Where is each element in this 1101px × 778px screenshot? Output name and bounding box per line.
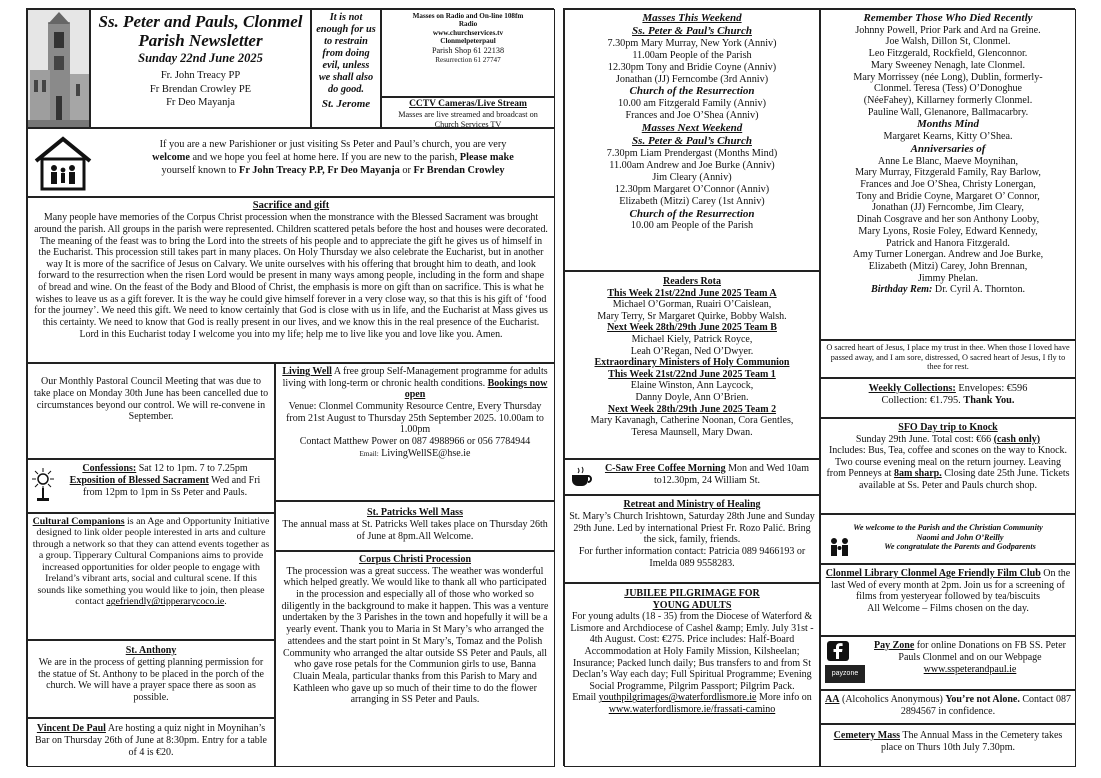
cctv-title: CCTV Cameras/Live Stream: [409, 99, 527, 109]
cemetery-title: Cemetery Mass: [833, 730, 901, 741]
please-make: Please make: [459, 151, 514, 163]
livingwell-text1: A free group Self-Management programme for adults living with long-term or chronic health conditions.: [282, 366, 548, 389]
masses-title: Masses This Weekend: [642, 12, 742, 24]
deceased-line: Pauline Wall, Glenanore, Ballmacarbry.: [867, 106, 1029, 118]
parish-website-link[interactable]: www.sspeterandpaul.ie: [923, 663, 1017, 675]
jubilee-more: More info on: [756, 692, 812, 704]
mass-line: Frances and Joe O’Shea (Anniv): [625, 110, 759, 122]
aa-title: AA: [825, 694, 840, 705]
birthday-label: Birthday Rem:: [870, 284, 933, 296]
months-mind-line: Margaret Kearns, Kitty O’Shea.: [883, 131, 1013, 143]
radio-line: Masses on Radio and On-line 108fm Radio: [412, 12, 524, 29]
cultural-end: .: [224, 596, 227, 608]
anniversary-line: Tony and Bridie Coyne, Margaret O’ Connor,: [856, 190, 1040, 202]
anniversary-line: Jonathan (JJ) Ferncombe, Jim Cleary,: [872, 202, 1024, 214]
library-film-club-box: [820, 564, 1076, 636]
house-family-icon: [32, 135, 94, 191]
csaw-text: Mon and Wed 10am to12.30pm, 24 William St.: [653, 463, 810, 486]
payzone-box: [820, 636, 1076, 690]
csaw-title: C-Saw Free Coffee Morning: [604, 463, 726, 474]
quote-box: [311, 9, 381, 128]
sacred-heart-prayer: [820, 340, 1076, 378]
sacrifice-prayer: Lord in this Eucharist today I welcome you into my life; help me to live like you and love like you. Amen.: [79, 328, 503, 340]
cultural-title: Cultural Companions: [32, 516, 125, 527]
masses-next-church: Ss. Peter & Paul’s Church: [632, 135, 752, 148]
minister-line: Elaine Winston, Ann Laycock,: [630, 380, 754, 392]
baptism-names: Naomi and John O’Reilly: [916, 532, 1004, 542]
cemetery-text: The Annual Mass in the Cemetery takes place on Thurs 10th July 7.30pm.: [881, 730, 1063, 753]
sacrifice-title: Sacrifice and gift: [252, 200, 330, 211]
mass-line: Elizabeth (Mitzi) Carey (1st Anniv): [619, 195, 765, 207]
mass-line: 7.30pm Liam Prendergast (Months Mind): [606, 147, 778, 159]
jubilee-email-link[interactable]: youthpilgrimages@waterfordlismore.ie: [598, 692, 757, 704]
deceased-line: Mary Sweeney Nenagh, late Clonmel.: [870, 59, 1026, 71]
newsletter-title: Parish Newsletter: [138, 30, 263, 50]
weekly-collections-box: [820, 378, 1076, 418]
mass-line: Jonathan (JJ) Ferncombe (3rd Anniv): [615, 73, 769, 85]
sfo-cash-only: (cash only): [993, 433, 1041, 445]
minister-line: Teresa Maunsell, Mary Dwan.: [631, 426, 753, 438]
library-welcome: All Welcome – Films chosen on the day.: [867, 602, 1029, 614]
library-text: On the last Wed of every month at 2pm. Join us for a screening of films from yesteryear followed by tea/biscuits: [831, 568, 1071, 603]
reader-line: Leah O’Regan, Ned O’Dwyer.: [630, 345, 754, 357]
anthony-text: We are in the process of getting planning permission for the statue of St. Anthony to be placed in the porch of the church. We will have a prayer space there as soon as possible.: [38, 656, 264, 704]
retreat-text: St. Mary’s Church Irishtown, Saturday 28th June and Sunday 29th June. Led by international Priest Fr. Rozo Palić. Bring the sick, family, friends.: [569, 510, 815, 546]
livingwell-email-label: Email:: [359, 449, 379, 458]
welcome-word: welcome: [152, 151, 190, 163]
contact-box: [381, 9, 555, 97]
sfo-includes: Includes: Bus, Tea, coffee and scones on the way to Knock. Two course evening meal on the return journey. Leaving from Penneys at: [826, 445, 1068, 479]
family-icon: [829, 537, 851, 557]
months-mind-title: Months Mind: [916, 118, 980, 131]
mass-line: Jim Cleary (Anniv): [652, 171, 732, 183]
mass-line: 10.00 am Fitzgerald Family (Anniv): [618, 98, 766, 110]
readers-week2: Next Week 28th/29th June 2025 Team B: [607, 322, 777, 334]
anniversary-line: Frances and Joe O’Shea, Christy Lonergan,: [860, 178, 1036, 190]
patricks-title: St. Patricks Well Mass: [367, 507, 463, 518]
coffee-cup-icon: [570, 466, 594, 488]
council-text: Our Monthly Pastoral Council Meeting that was due to take place on Monday 30th June has been cancelled due to circumstances beyond our control. We will re-convene in September.: [33, 376, 269, 423]
pastoral-council-notice: [27, 363, 275, 459]
right-page: [563, 8, 1075, 766]
resurrection-phone: Resurrection 61 27747: [435, 55, 501, 64]
collections-title: Weekly Collections:: [868, 383, 956, 394]
deceased-line: Johnny Powell, Prior Park and Ard na Greine.: [855, 24, 1041, 36]
church-tower-icon: [28, 10, 90, 128]
quote-text: It is not enough for us to restrain from doing evil, unless we shall also do good.: [316, 12, 376, 95]
vincent-de-paul-box: [27, 718, 275, 767]
library-title: Clonmel Library Clonmel Age Friendly Film Club: [825, 568, 1041, 579]
mass-line: 7.30pm Mary Murray, New York (Anniv): [607, 37, 777, 49]
remember-box: [820, 9, 1076, 340]
cultural-email-link[interactable]: agefriendly@tipperarycoco.ie: [106, 596, 225, 608]
collections-envelopes: Envelopes: €596: [955, 383, 1028, 394]
ministers-week2: Next Week 28th/29th June 2025 Team 2: [607, 403, 777, 415]
deceased-line: Joe Walsh, Dillon St, Clonmel.: [885, 36, 1011, 48]
masses-next-resurrection: Church of the Resurrection: [629, 207, 755, 220]
mass-line: 11.00am People of the Parish: [632, 49, 752, 61]
sacrifice-body: Many people have memories of the Corpus Christ procession when the monstrance with the Blessed Sacrament was brought around the parish. All groups in the parish were represented. Children scattered petals before the host and houses were decorated. The meaning of the feast was to bring the Lord into the streets of his people and to appreciate the gift he gives us of himself in the Eucharist. This procession still takes part in many places. On Holy Thursday we also celebrate the Eucharist, but in another way It is more of the sacrifice of Jesus on Calvary. We unite ourselves with his offering that brought him to death, and look forward to the resurrection when the risen Lord would be present in many ways among people, including in the form and shape of bread and wine. On the feast of the Body and Blood of Christ, the emphasis is more on gift than on sacrifice. This is what he wishes to leave us as a gift forever. It is the way he could give himself forever in a very close way, so that this is his gift of ‘food for the journey’. We need this gift. We need to know certainly that God is close with us in life, and the Eucharist at Mass gives us this certainty. We need to know that God is really present in our lives, and we know this in the real presence of the Eucharist.: [34, 212, 548, 329]
corpus-text: The procession was a great success. The weather was wonderful which helped greatly. We would like to thank all who participated in the procession and especially all of those who worked so diligently in the background to make it happen. This was a venture undertaken by the 3 Parishes in the town and hopefully it will be a yearly event. Thank you to Maria in St Mary’s who arranged the attendees and the start point in St Mary’s, Tomaz and the Polish Community who arranged the altar outside SS Peter and Pauls, all who gave rose petals for the Communion girls to use, Banna Cluain Meala, particular thanks from this Parish to Mary and Kathleen who gave up so much of their time to do the flower arranging in SS Peter and Pauls.: [281, 565, 549, 706]
sfo-closing: Closing date 25th June. Tickets available at Ss. Peter and Pauls church shop.: [858, 468, 1070, 491]
mass-line: 11.00am Andrew and Joe Burke (Anniv): [609, 159, 775, 171]
aa-box: [820, 690, 1076, 724]
reader-line: Mary Terry, Sr Margaret Quirke, Bobby Walsh.: [597, 310, 787, 322]
cctv-text: Masses are live streamed and broadcast on Church Services TV: [398, 110, 538, 128]
baptism-congrats: We congratulate the Parents and Godparents: [884, 542, 1036, 552]
parish-title: Ss. Peter and Pauls, Clonmel: [98, 12, 303, 31]
collections-thanks: Thank You.: [963, 395, 1015, 407]
confessions-box: [27, 459, 275, 513]
corpus-title: Corpus Christi Procession: [358, 554, 472, 565]
exposition-times: Wed and Fri from 12pm to 1pm in Ss Peter and Pauls.: [82, 474, 261, 498]
reader-line: Michael Kiely, Patrick Royce,: [631, 333, 753, 345]
payzone-title: Pay Zone: [874, 640, 915, 651]
newsletter-header: [90, 9, 311, 128]
ministers-week1: This Week 21st/22nd June 2025 Team 1: [608, 368, 776, 380]
welcome-box: [27, 128, 555, 197]
vincent-title: Vincent De Paul: [36, 723, 106, 734]
website-line: www.churchservices.tv: [432, 28, 504, 37]
heart-prayer-text: O sacred heart of Jesus, I place my trust in thee. When those I loved have passed away, and I am sore, distressed, O sacred heart of Jesus, I fly to thee for rest.: [826, 343, 1070, 372]
retreat-box: [564, 495, 820, 583]
corpus-christi-box: [275, 551, 555, 767]
welcome-priests: Fr John Treacy P.P, Fr Deo Mayanja: [239, 164, 400, 176]
priest-2: Fr Brendan Crowley PE: [149, 83, 252, 95]
readers-week1: This Week 21st/22nd June 2025 Team A: [607, 287, 777, 299]
payzone-badge: payzone: [825, 665, 865, 683]
patricks-text: The annual mass at St. Patricks Well takes place on Thursday 26th of June at 8pm.All Welcome.: [282, 518, 548, 542]
payzone-text: for online Donations on FB SS. Peter Pauls Clonmel and on our Webpage: [898, 640, 1066, 663]
quote-author: St. Jerome: [321, 97, 371, 110]
confessions-label: Confessions:: [82, 463, 137, 474]
living-well-box: [275, 363, 555, 501]
csaw-box: [564, 459, 820, 495]
newsletter-date: Sunday 22nd June 2025: [138, 51, 263, 66]
masses-resurrection: Church of the Resurrection: [629, 85, 755, 98]
anniversaries-title: Anniversaries of: [910, 142, 986, 155]
vincent-text: Are hosting a quiz night in Moynihan’s Bar on Thursday 26th of June at 8:30pm. Entry for a table of 4 is €20.: [35, 723, 267, 758]
livingwell-venue: Venue: Clonmel Community Resource Centre, Every Thursday from 21st August to Thursday 25th September 2025. 10.00am to 1.00pm: [286, 401, 544, 436]
handle-line: Clonmelpeterpaul: [440, 37, 496, 46]
anniversary-line: Elizabeth (Mitzi) Carey, John Brennan,: [868, 260, 1028, 272]
minister-line: Danny Doyle, Ann O’Brien.: [635, 391, 749, 403]
jubilee-text: For young adults (18 - 35) from the Diocese of Waterford & Lismore and Archdiocese of Cashel &amp; Emly. July 31st - 4th August. Cost: €275. Price includes: Half-Board Accommodation at Holy Family Mission, Kilsheelan; Insurance; Packed lunch daily; Bus transfers to and from St Declan’s Way each day; Full Spiritual Programme; Evening Social Programme, Pilgrim Passport; Pilgrim Pack.: [570, 611, 814, 692]
anniversary-line: Anne Le Blanc, Maeve Moynihan,: [877, 155, 1019, 167]
welcome-priest-last: Fr Brendan Crowley: [413, 164, 505, 176]
deceased-line: (NéeFahey), Killarney formerly Clonmel.: [863, 94, 1033, 106]
cemetery-mass-box: [820, 724, 1076, 767]
baptism-welcome-box: [820, 514, 1076, 564]
deceased-line: Leo Fitzgerald, Rockfield, Glenconnor.: [868, 48, 1028, 60]
jubilee-pilgrimage-box: [564, 583, 820, 767]
collections-amount: Collection: €1.795.: [881, 395, 964, 407]
priest-1: Fr. John Treacy PP: [160, 70, 241, 82]
deceased-line: Clonmel. Teresa (Tess) O’Donoghue: [873, 83, 1023, 95]
baptism-line-1: We welcome to the Parish and the Christian Community: [853, 523, 1043, 532]
exposition-label: Exposition of Blessed Sacrament: [69, 474, 209, 486]
anniversary-line: Mary Lyons, Rosie Foley, Edward Kennedy,: [858, 225, 1038, 237]
left-page: [26, 8, 554, 766]
cultural-text: is an Age and Opportunity Initiative designed to link older people interested in arts and culture through a network so that they can attend events together as a group. Tipperary Cultural Companions aims to provide increased opportunities for older people to engage with Ireland’s vibrant arts, social and cultural scene. If this sounds like something you would like to join, then please contact: [32, 516, 270, 608]
remember-title: Remember Those Who Died Recently: [863, 12, 1033, 24]
st-anthony-box: [27, 640, 275, 718]
deceased-line: Mary Morrissey (née Long), Dublin, formerly-: [853, 71, 1043, 83]
welcome-line-1: If you are a new Parishioner or just visiting Ss Peter and Paul’s church, you are very: [159, 139, 507, 150]
sacrifice-gift-article: [27, 197, 555, 363]
sfo-title: SFO Day trip to Knock: [898, 422, 998, 433]
cultural-companions-box: [27, 513, 275, 640]
reader-line: Michael O’Gorman, Ruairi O’Caislean,: [612, 299, 772, 311]
mass-line: 10.00 am People of the Parish: [630, 220, 754, 232]
monstrance-icon: [32, 468, 54, 502]
livingwell-email: LivingWellSE@hse.ie: [378, 447, 471, 459]
anthony-title: St. Anthony: [125, 645, 177, 656]
jubilee-email-label: Email: [572, 692, 599, 704]
welcome-line-3: yourself known to: [161, 164, 240, 176]
aa-not-alone: You’re not Alone.: [945, 694, 1020, 705]
masses-next-title: Masses Next Weekend: [641, 122, 743, 135]
sfo-time: 8am sharp.: [893, 468, 942, 479]
retreat-contact: For further information contact: Patricia 089 9466193 or Imelda 089 9558283.: [578, 546, 806, 569]
welcome-or: or: [399, 164, 414, 176]
birthday-name: Dr. Cyril A. Thornton.: [932, 284, 1026, 296]
sfo-knock-trip-box: [820, 418, 1076, 514]
mass-line: 12.30pm Tony and Bridie Coyne (Anniv): [607, 61, 777, 73]
aa-contact: Contact 087 2894567 in confidence.: [900, 694, 1071, 717]
church-illustration: [27, 9, 90, 128]
confessions-times: Sat 12 to 1pm. 7 to 7.25pm: [136, 463, 248, 474]
anniversary-line: Patrick and Hanora Fitzgerald.: [886, 237, 1010, 249]
sfo-date-cost: Sunday 29th June. Total cost: €66: [855, 433, 994, 445]
anniversary-line: Mary Murray, Fitzgerald Family, Ray Barlow,: [855, 167, 1041, 179]
minister-line: Mary Kavanagh, Catherine Noonan, Cora Gentles,: [590, 415, 794, 427]
welcome-line-2: and we hope you feel at home here. If you are new to the parish,: [189, 151, 460, 163]
shop-phone: Parish Shop 61 22138: [431, 45, 505, 55]
jubilee-title-2: YOUNG ADULTS: [652, 599, 732, 611]
retreat-title: Retreat and Ministry of Healing: [623, 499, 761, 510]
anniversary-line: Jimmy Phelan.: [917, 272, 978, 284]
priest-3: Fr Deo Mayanja: [166, 97, 235, 109]
jubilee-web-link[interactable]: www.waterfordlismore.ie/frassati-camino: [608, 703, 776, 715]
anniversary-line: Amy Turner Lonergan. Andrew and Joe Burke,: [852, 249, 1044, 261]
jubilee-title-1: JUBILEE PILGRIMAGE FOR: [624, 588, 760, 599]
ministers-title: Extraordinary Ministers of Holy Communion: [594, 357, 790, 369]
masses-church: Ss. Peter & Paul’s Church: [632, 24, 752, 37]
livingwell-title: Living Well: [282, 366, 332, 377]
cctv-box: [381, 97, 555, 128]
mass-line: 12.30pm Margaret O’Connor (Anniv): [614, 183, 770, 195]
masses-box: [564, 9, 820, 271]
readers-rota-box: [564, 271, 820, 459]
st-patricks-well-box: [275, 501, 555, 551]
facebook-icon[interactable]: [827, 641, 849, 661]
livingwell-booking: Bookings now open: [404, 377, 548, 401]
readers-title: Readers Rota: [662, 276, 722, 287]
livingwell-contact: Contact Matthew Power on 087 4988966 or 056 7784944: [299, 436, 531, 448]
aa-text: (Alcoholics Anonymous): [839, 694, 946, 705]
anniversary-line: Dinah Cosgrave and her son Anthony Looby,: [856, 214, 1040, 226]
